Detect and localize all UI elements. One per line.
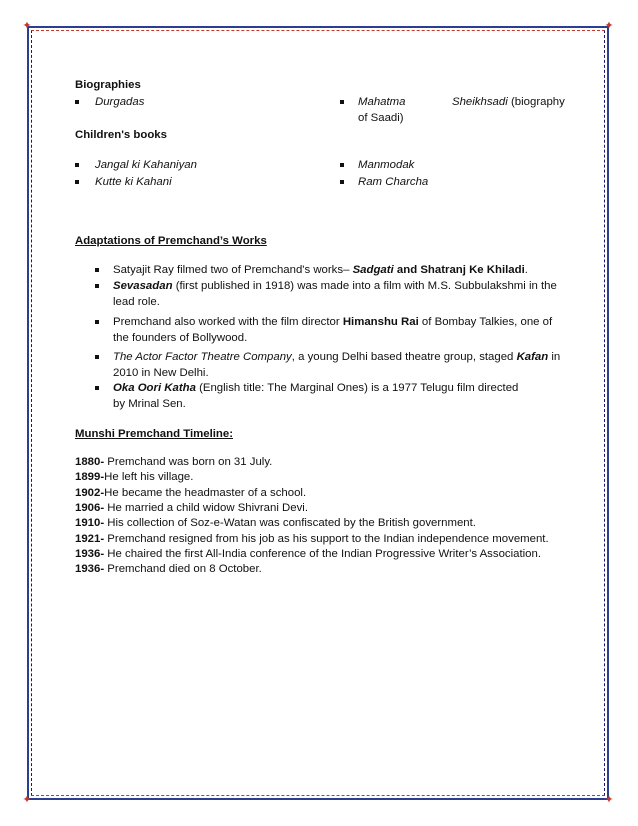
bullet-icon (75, 163, 79, 167)
work-title: Oka Oori Katha (113, 382, 196, 394)
bullet-icon (75, 180, 79, 184)
work-title: Sadgati (352, 264, 394, 276)
bullet-icon (95, 320, 99, 324)
book-title: Kutte ki Kahani (95, 176, 172, 188)
bullet-icon (75, 100, 79, 104)
work-title: Shatranj Ke Khiladi (420, 264, 525, 276)
bullet-icon (95, 355, 99, 359)
timeline-year: 1880- (75, 456, 105, 468)
work-title: Sevasadan (113, 280, 173, 292)
item-text: the founders of Bollywood. (113, 332, 248, 344)
list-item (95, 314, 563, 346)
list-item (75, 174, 172, 190)
bullet-icon (95, 284, 99, 288)
bullet-icon (95, 268, 99, 272)
timeline-entry (75, 516, 476, 531)
timeline-year: 1921- (75, 532, 105, 545)
timeline-text: He became the headmaster of a school. (104, 486, 307, 499)
timeline-year: 1906- (75, 501, 105, 514)
item-text: (English title: The Marginal Ones) is a 1977 Telugu film directed (195, 382, 519, 394)
list-item (75, 94, 144, 110)
item-text: of Bombay Talkies, one of (418, 316, 553, 328)
timeline-entry (75, 486, 306, 501)
item-text: Satyajit Ray filmed two of Premchand's works– (113, 264, 353, 276)
book-title-part: Mahatma (358, 96, 406, 108)
book-title-part: Sheikhsadi (452, 96, 508, 108)
item-text: in (548, 351, 561, 363)
list-item (95, 349, 563, 381)
adaptations-heading: Adaptations of Premchand’s Works (75, 235, 267, 247)
timeline-text: His collection of Soz-e-Watan was confiscated by the British government. (104, 517, 476, 530)
list-item (340, 174, 428, 190)
item-text: Premchand also worked with the film director (113, 316, 343, 328)
work-title: Kafan (516, 351, 549, 363)
item-text: . (524, 264, 528, 276)
list-item (75, 157, 197, 173)
timeline-entry (75, 501, 308, 516)
corner-ornament-icon: ✦ (22, 794, 32, 806)
timeline-year: 1910- (75, 517, 105, 530)
item-text: (first published in 1918) was made into a film with M.S. Subbulakshmi in the (172, 280, 557, 292)
timeline-text: Premchand was born on 31 July. (104, 456, 273, 468)
item-text: , a young Delhi based theatre group, staged (291, 351, 517, 363)
book-title: Ram Charcha (358, 176, 429, 188)
timeline-year: 1936- (75, 563, 105, 576)
corner-ornament-icon: ✦ (604, 20, 614, 32)
timeline-year: 1899- (75, 471, 105, 484)
corner-ornament-icon: ✦ (22, 20, 32, 32)
timeline-entry (75, 562, 262, 577)
children-books-heading: Children's books (75, 129, 167, 141)
timeline-heading: Munshi Premchand Timeline: (75, 428, 234, 440)
timeline-entry (75, 455, 272, 470)
list-item (95, 278, 563, 310)
book-title: Manmodak (358, 159, 415, 171)
biographies-heading: Biographies (75, 79, 141, 91)
book-title: Durgadas (95, 96, 145, 108)
list-item (95, 262, 563, 278)
timeline-entry (75, 470, 193, 485)
timeline-text: Premchand resigned from his job as his support to the Indian independence movement. (104, 532, 549, 545)
bullet-icon (340, 100, 344, 104)
item-text: 2010 in New Delhi. (113, 367, 209, 379)
list-item (95, 380, 563, 412)
corner-ornament-icon: ✦ (604, 794, 614, 806)
timeline-entry (75, 547, 541, 562)
timeline-text: He left his village. (104, 471, 194, 484)
company-name: The Actor Factor Theatre Company (113, 351, 292, 363)
timeline-text: He chaired the first All-India conference of the Indian Progressive Writer’s Association. (104, 547, 541, 560)
timeline-text: He married a child widow Shivrani Devi. (104, 501, 308, 514)
item-text: lead role. (113, 296, 160, 308)
page-border-inner (31, 30, 605, 796)
timeline-year: 1902- (75, 486, 105, 499)
person-name: Himanshu Rai (342, 316, 419, 328)
book-note: of Saadi) (358, 112, 404, 124)
timeline-entry (75, 532, 549, 547)
book-note: (biography (511, 96, 565, 108)
bullet-icon (95, 386, 99, 390)
bullet-icon (340, 180, 344, 184)
list-item (340, 157, 414, 173)
timeline-text: Premchand died on 8 October. (104, 563, 262, 576)
item-text: by Mrinal Sen. (113, 398, 186, 410)
timeline-year: 1936- (75, 547, 105, 560)
item-text: and (393, 264, 421, 276)
book-title: Jangal ki Kahaniyan (95, 159, 197, 171)
bullet-icon (340, 163, 344, 167)
